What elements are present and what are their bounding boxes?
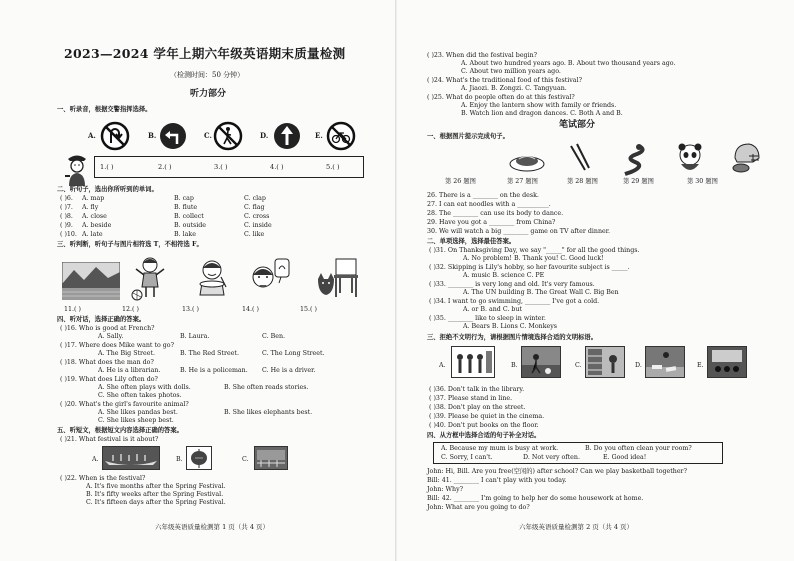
q23-option-c: C. About two million years ago. — [461, 68, 561, 75]
q18-question: ( )18. What does the man do? — [60, 359, 154, 366]
q21-option-a-label: A. — [92, 456, 99, 463]
queue-scene-picture-icon — [451, 346, 495, 378]
q4-heading: 四、听对话，选择正确的答案。 — [57, 316, 146, 323]
q5-heading: 五、听短文，根据短文内容选择正确的答案。 — [57, 427, 183, 434]
q2-row-6-option-b: B. cap — [174, 195, 194, 202]
no-pedestrian-sign-icon — [213, 121, 243, 151]
right-page-footer: 六年级英语质量检测第 2 页（共 4 页） — [519, 523, 634, 531]
cat-and-chair-picture-icon — [312, 253, 362, 299]
w4-heading: 四、从方框中选择合适的句子补全对话。 — [427, 432, 541, 439]
sentence-26[interactable]: 26. There is a ________ on the desk. — [427, 192, 539, 199]
q20-option-b: B. She likes elephants best. — [224, 409, 313, 416]
q25-option-a: A. Enjoy the lantern show with family or friends. — [461, 102, 617, 109]
q2-row-10-option-c: C. like — [244, 231, 265, 238]
library-scene-picture-icon — [585, 346, 625, 378]
q39-item[interactable]: ( )39. Please be quiet in the cinema. — [429, 413, 545, 420]
sign-label-c: C. — [204, 131, 212, 140]
sign-label-a: A. — [88, 131, 96, 140]
q33-options: A. The UN building B. The Great Wall C. Big Ben — [463, 289, 619, 296]
q3-blank-13[interactable]: 13.( ) — [182, 306, 199, 313]
sign-label-e: E. — [315, 131, 323, 140]
q22-option-c: C. It's fifteen days after the Spring Festival. — [86, 499, 226, 506]
scene-label-c: C. — [575, 362, 582, 369]
answer-blank-3[interactable]: 3.( ) — [214, 163, 228, 171]
q22-option-b: B. It's fifty weeks after the Spring Festival. — [86, 491, 224, 498]
exam-title: 2023—2024 学年上期六年级英语期末质量检测 — [64, 46, 346, 61]
q2-row-8-option-c: C. cross — [244, 213, 270, 220]
q2-row-10-number[interactable]: ( )10. — [60, 231, 77, 238]
q21-option-b-label: B. — [176, 456, 183, 463]
scene-label-e: E. — [697, 362, 704, 369]
panda-picture-icon — [675, 142, 705, 174]
q2-heading: 二、听句子，选出你所听到的单词。 — [57, 186, 158, 193]
q19-option-a: A. She often plays with dolls. — [98, 384, 191, 391]
books-on-floor-scene-picture-icon — [645, 346, 685, 378]
q40-item[interactable]: ( )40. Don't put books on the floor. — [429, 422, 539, 429]
q17-option-b: B. The Red Street. — [180, 350, 239, 357]
caption-27: 第 27 题图 — [507, 178, 538, 185]
w1-heading: 一、根据图片提示完成句子。 — [427, 133, 509, 140]
girl-with-ball-picture-icon — [128, 255, 172, 301]
dialogue-line-5: John: What are you going to do? — [427, 504, 530, 511]
answer-box-q1 — [94, 156, 364, 178]
q22-option-a: A. It's five months after the Spring Festival. — [86, 483, 226, 490]
q22-question: ( )22. When is the festival? — [60, 475, 146, 482]
q2-row-9-number[interactable]: ( )9. — [60, 222, 73, 229]
q2-row-8-number[interactable]: ( )8. — [60, 213, 73, 220]
answer-blank-4[interactable]: 4.( ) — [270, 163, 284, 171]
sign-label-b: B. — [148, 131, 157, 140]
q34-options: A. or B. and C. but — [463, 306, 523, 313]
scene-label-d: D. — [635, 362, 642, 369]
sentence-30[interactable]: 30. We will watch a big ________ game on TV after dinner. — [427, 228, 611, 235]
box-option-e: E. Good idea! — [603, 454, 647, 461]
q3-blank-14[interactable]: 14.( ) — [242, 306, 259, 313]
football-helmet-picture-icon — [729, 140, 763, 174]
boy-eating-picture-icon — [192, 257, 232, 297]
dragon-boat-picture-icon — [102, 446, 160, 470]
q21-option-c-label: C. — [242, 456, 249, 463]
q31-options: A. No problem! B. Thank you! C. Good luck! — [463, 255, 604, 262]
dialogue-line-1: John: Hi, Bill. Are you free(空闲的) after school? Can we play basketball together? — [427, 468, 687, 475]
q18-option-b: B. He is a policeman. — [180, 367, 248, 374]
q20-option-a: A. She likes pandas best. — [98, 409, 178, 416]
box-option-b: B. Do you often clean your room? — [585, 445, 692, 452]
cinema-scene-picture-icon — [707, 346, 747, 378]
q31-question: ( )31. On Thanksgiving Day, we say "_____" for all the good things. — [429, 247, 640, 254]
q20-question: ( )20. What's the girl's favourite animal? — [60, 401, 189, 408]
turn-left-sign-icon — [158, 121, 188, 151]
q2-row-6-number[interactable]: ( )6. — [60, 195, 73, 202]
q19-option-c: C. She often takes photos. — [98, 392, 182, 399]
q2-row-6-option-c: C. clap — [244, 195, 266, 202]
q24-question: ( )24. What's the traditional food of this festival? — [427, 77, 582, 84]
w3-heading: 三、拒绝不文明行为，请根据图片情境选择合适的文明标语。 — [427, 334, 598, 341]
q33-question: ( )33. ________ is very long and old. It's very famous. — [429, 281, 595, 288]
q17-option-a: A. The Big Street. — [98, 350, 156, 357]
sentence-29[interactable]: 29. Have you got a ________ from China? — [427, 219, 556, 226]
mountain-lake-picture-icon — [62, 262, 120, 300]
answer-blank-2[interactable]: 2.( ) — [158, 163, 172, 171]
lantern-picture-icon — [186, 446, 212, 470]
caption-29: 第 29 题图 — [623, 178, 654, 185]
caption-30: 第 30 题图 — [687, 178, 718, 185]
q3-blank-11[interactable]: 11.( ) — [64, 306, 81, 313]
q20-option-c: C. She likes sheep best. — [98, 417, 174, 424]
q2-row-9-option-b: B. outside — [174, 222, 207, 229]
sentence-28[interactable]: 28. The ________ can use its body to dance. — [427, 210, 564, 217]
caption-26: 第 26 题图 — [445, 178, 476, 185]
q23-options-ab: A. About two hundred years ago. B. About two thousand years ago. — [461, 60, 676, 67]
festival-crowd-picture-icon — [254, 446, 288, 470]
q32-question: ( )32. Skipping is Lily's hobby, so her favourite subject is _____. — [429, 264, 630, 271]
q2-row-7-option-c: C. flag — [244, 204, 265, 211]
left-page-footer: 六年级英语质量检测第 1 页（共 4 页） — [155, 523, 270, 531]
q17-option-c: C. The Long Street. — [262, 350, 325, 357]
scene-label-a: A. — [439, 362, 446, 369]
q35-options: A. Bears B. Lions C. Monkeys — [463, 323, 558, 330]
q2-row-7-option-a: A. fly — [82, 204, 99, 211]
q2-row-8-option-b: B. collect — [174, 213, 204, 220]
cake-plate-picture-icon — [507, 144, 547, 174]
right-page — [397, 0, 794, 561]
box-option-d: D. Not very often. — [523, 454, 580, 461]
sentence-27[interactable]: 27. I can eat noodles with a __________. — [427, 201, 551, 208]
q24-options: A. Jiaozi. B. Zongzi. C. Tangyuan. — [461, 85, 567, 92]
q35-question: ( )35. ________ like to sleep in winter. — [429, 315, 546, 322]
q3-heading: 三、听判断，听句子与图片相符选 T，不相符选 F。 — [57, 241, 203, 248]
section-writing: 笔试部分 — [559, 120, 596, 130]
q32-options: A. music B. science C. PE — [463, 272, 545, 279]
q19-option-b: B. She often reads stories. — [224, 384, 309, 391]
q2-row-9-option-c: C. inside — [244, 222, 272, 229]
q2-row-8-option-a: A. close — [82, 213, 107, 220]
q25-question: ( )25. What do people often do at this festival? — [427, 94, 575, 101]
q18-option-c: C. He is a driver. — [262, 367, 316, 374]
answer-blank-5[interactable]: 5.( ) — [326, 163, 340, 171]
q2-row-10-option-a: A. late — [82, 231, 103, 238]
q2-row-7-number[interactable]: ( )7. — [60, 204, 73, 211]
dialogue-line-3: John: Why? — [427, 486, 464, 493]
q36-item[interactable]: ( )36. Don't talk in the library. — [429, 386, 525, 393]
snake-picture-icon — [619, 142, 649, 176]
q1-heading: 一、听录音，根据交警指挥选择。 — [57, 106, 152, 113]
traffic-police-icon — [62, 150, 92, 186]
q16-option-c: C. Ben. — [262, 333, 286, 340]
q2-row-10-option-b: B. lake — [174, 231, 196, 238]
no-bicycle-sign-icon — [326, 121, 356, 151]
q34-question: ( )34. I want to go swimming, ________ I've got a cold. — [429, 298, 600, 305]
girl-with-drink-picture-icon — [245, 255, 295, 299]
q16-option-a: A. Sally. — [98, 333, 124, 340]
w2-heading: 二、单项选择，选择最佳答案。 — [427, 238, 516, 245]
straight-ahead-sign-icon — [272, 121, 302, 151]
q23-question: ( )23. When did the festival begin? — [427, 52, 538, 59]
dialogue-line-4[interactable]: Bill: 42. ________ I'm going to help her do some housework at home. — [427, 495, 644, 502]
box-option-c: C. Sorry, I can't. — [441, 454, 493, 461]
section-listening: 听力部分 — [190, 89, 227, 99]
q2-row-7-option-b: B. flute — [174, 204, 198, 211]
q2-row-9-option-a: A. beside — [82, 222, 112, 229]
q16-question: ( )16. Who is good at French? — [60, 325, 155, 332]
exam-duration: （检测时间：50 分钟） — [170, 71, 245, 79]
answer-blank-1[interactable]: 1.( ) — [100, 163, 114, 171]
q3-blank-15[interactable]: 15.( ) — [300, 306, 317, 313]
box-option-a: A. Because my mum is busy at work. — [441, 445, 559, 452]
q3-blank-12[interactable]: 12.( ) — [122, 306, 139, 313]
q21-question: ( )21. What festival is it about? — [60, 436, 159, 443]
scene-label-b: B. — [511, 362, 518, 369]
q38-item[interactable]: ( )38. Don't play on the street. — [429, 404, 526, 411]
q37-item[interactable]: ( )37. Please stand in line. — [429, 395, 513, 402]
chopsticks-picture-icon — [565, 142, 595, 174]
q2-row-6-option-a: A. map — [82, 195, 105, 202]
q17-question: ( )17. Where does Mike want to go? — [60, 342, 174, 349]
caption-28: 第 28 题图 — [567, 178, 598, 185]
no-uturn-sign-icon — [100, 121, 130, 151]
q19-question: ( )19. What does Lily often do? — [60, 376, 158, 383]
q25-options-bc: B. Watch lion and dragon dances. C. Both A and B. — [461, 110, 623, 117]
q16-option-b: B. Laura. — [180, 333, 210, 340]
street-play-scene-picture-icon — [521, 346, 561, 378]
sign-label-d: D. — [260, 131, 269, 140]
dialogue-line-2[interactable]: Bill: 41. ________ I can't play with you today. — [427, 477, 567, 484]
q18-option-a: A. He is a librarian. — [98, 367, 161, 374]
